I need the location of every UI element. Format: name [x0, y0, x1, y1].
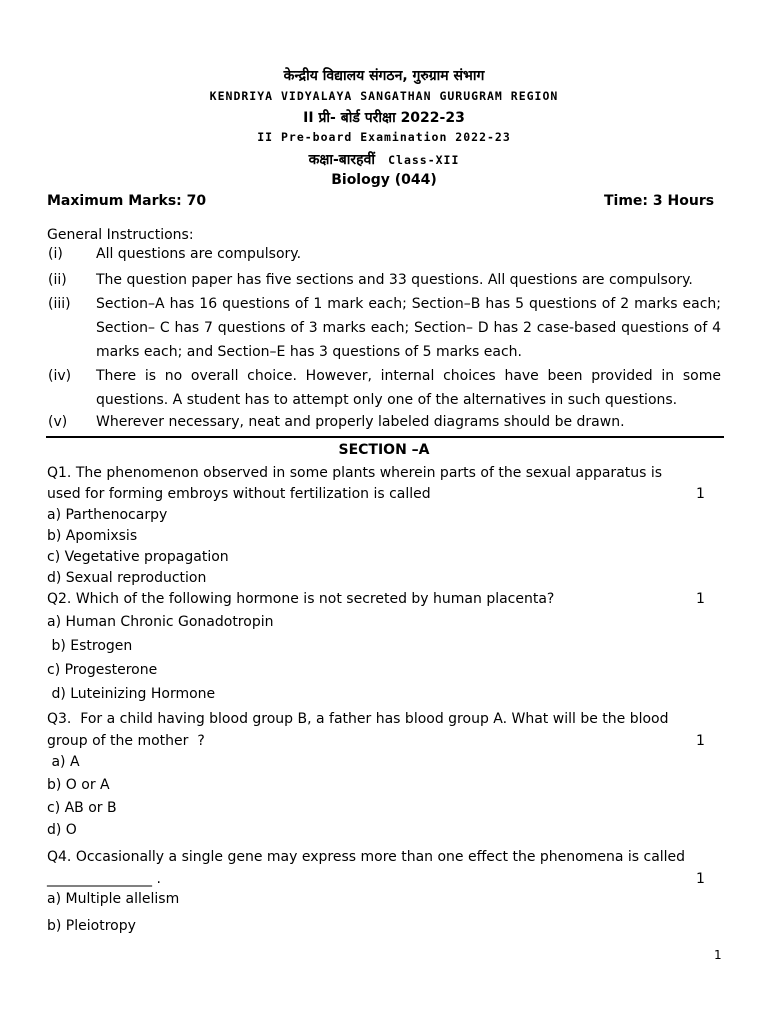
answer-option: a) Human Chronic Gonadotropin: [47, 614, 274, 630]
instruction-text: All questions are compulsory.: [96, 246, 302, 262]
answer-option: b) Estrogen: [47, 638, 133, 654]
question-marks: 1: [696, 486, 705, 502]
page-number: 1: [714, 948, 722, 962]
instruction-number: (ii): [48, 272, 67, 288]
answer-option: c) Progesterone: [47, 662, 158, 678]
section-divider: [46, 436, 724, 438]
instruction-number: (iv): [48, 368, 72, 384]
instruction-text: There is no overall choice. However, internal choices have been provided in some questions. A student has to attempt only one of the alternatives in such questions.: [96, 368, 721, 408]
answer-option: c) Vegetative propagation: [47, 549, 229, 565]
subject-title: Biology (044): [331, 172, 437, 188]
org-name-hindi: केन्द्रीय विद्यालय संगठन, गुरुग्राम संभाग: [283, 68, 485, 84]
instruction-number: (iii): [48, 296, 71, 312]
instruction-text: The question paper has five sections and 33 questions. All questions are compulsory.: [96, 272, 693, 288]
answer-option: b) Pleiotropy: [47, 918, 136, 934]
question-text: group of the mother ?: [47, 733, 205, 749]
answer-option: a) Parthenocarpy: [47, 507, 168, 523]
class-line: [0, 149, 768, 169]
question-text: Q4. Occasionally a single gene may express more than one effect the phenomena is called: [47, 849, 686, 865]
instruction-text: Wherever necessary, neat and properly labeled diagrams should be drawn.: [96, 414, 625, 430]
answer-option: a) Multiple allelism: [47, 891, 180, 907]
class-english: Class-XII: [388, 153, 460, 167]
question-text: _______________ .: [47, 871, 161, 887]
question-marks: 1: [696, 733, 705, 749]
question-text: used for forming embroys without fertilization is called: [47, 486, 431, 502]
question-marks: 1: [696, 871, 705, 887]
answer-option: d) Sexual reproduction: [47, 570, 207, 586]
answer-option: b) O or A: [47, 777, 110, 793]
question-marks: 1: [696, 591, 705, 607]
exam-title-english: II Pre-board Examination 2022-23: [257, 130, 511, 144]
instruction-number: (i): [48, 246, 63, 262]
question-text: Q3. For a child having blood group B, a father has blood group A. What will be the blood: [47, 711, 669, 727]
answer-option: b) Apomixsis: [47, 528, 138, 544]
question-text: Q1. The phenomenon observed in some plants wherein parts of the sexual apparatus is: [47, 465, 663, 481]
question-text: Q2. Which of the following hormone is not secreted by human placenta?: [47, 591, 555, 607]
answer-option: d) O: [47, 822, 77, 838]
instructions-title: General Instructions:: [47, 227, 194, 243]
class-hindi: कक्षा-बारहवीं: [308, 152, 375, 168]
answer-option: d) Luteinizing Hormone: [47, 686, 216, 702]
instruction-text: Section–A has 16 questions of 1 mark each; Section–B has 5 questions of 2 marks each; Section– C has 7 questions of 3 marks each; Section– D has 2 case-based questions of 4 marks each; and Section–E has 3 questions of 5 marks each.: [96, 296, 721, 360]
instruction-number: (v): [48, 414, 68, 430]
org-name-english: KENDRIYA VIDYALAYA SANGATHAN GURUGRAM REGION: [209, 89, 559, 103]
answer-option: a) A: [47, 754, 80, 770]
max-marks: Maximum Marks: 70: [47, 193, 207, 209]
answer-option: c) AB or B: [47, 800, 117, 816]
section-title: SECTION –A: [338, 442, 430, 458]
exam-time: Time: 3 Hours: [604, 193, 715, 209]
exam-title-hindi: II प्री- बोर्ड परीक्षा 2022-23: [303, 110, 465, 126]
